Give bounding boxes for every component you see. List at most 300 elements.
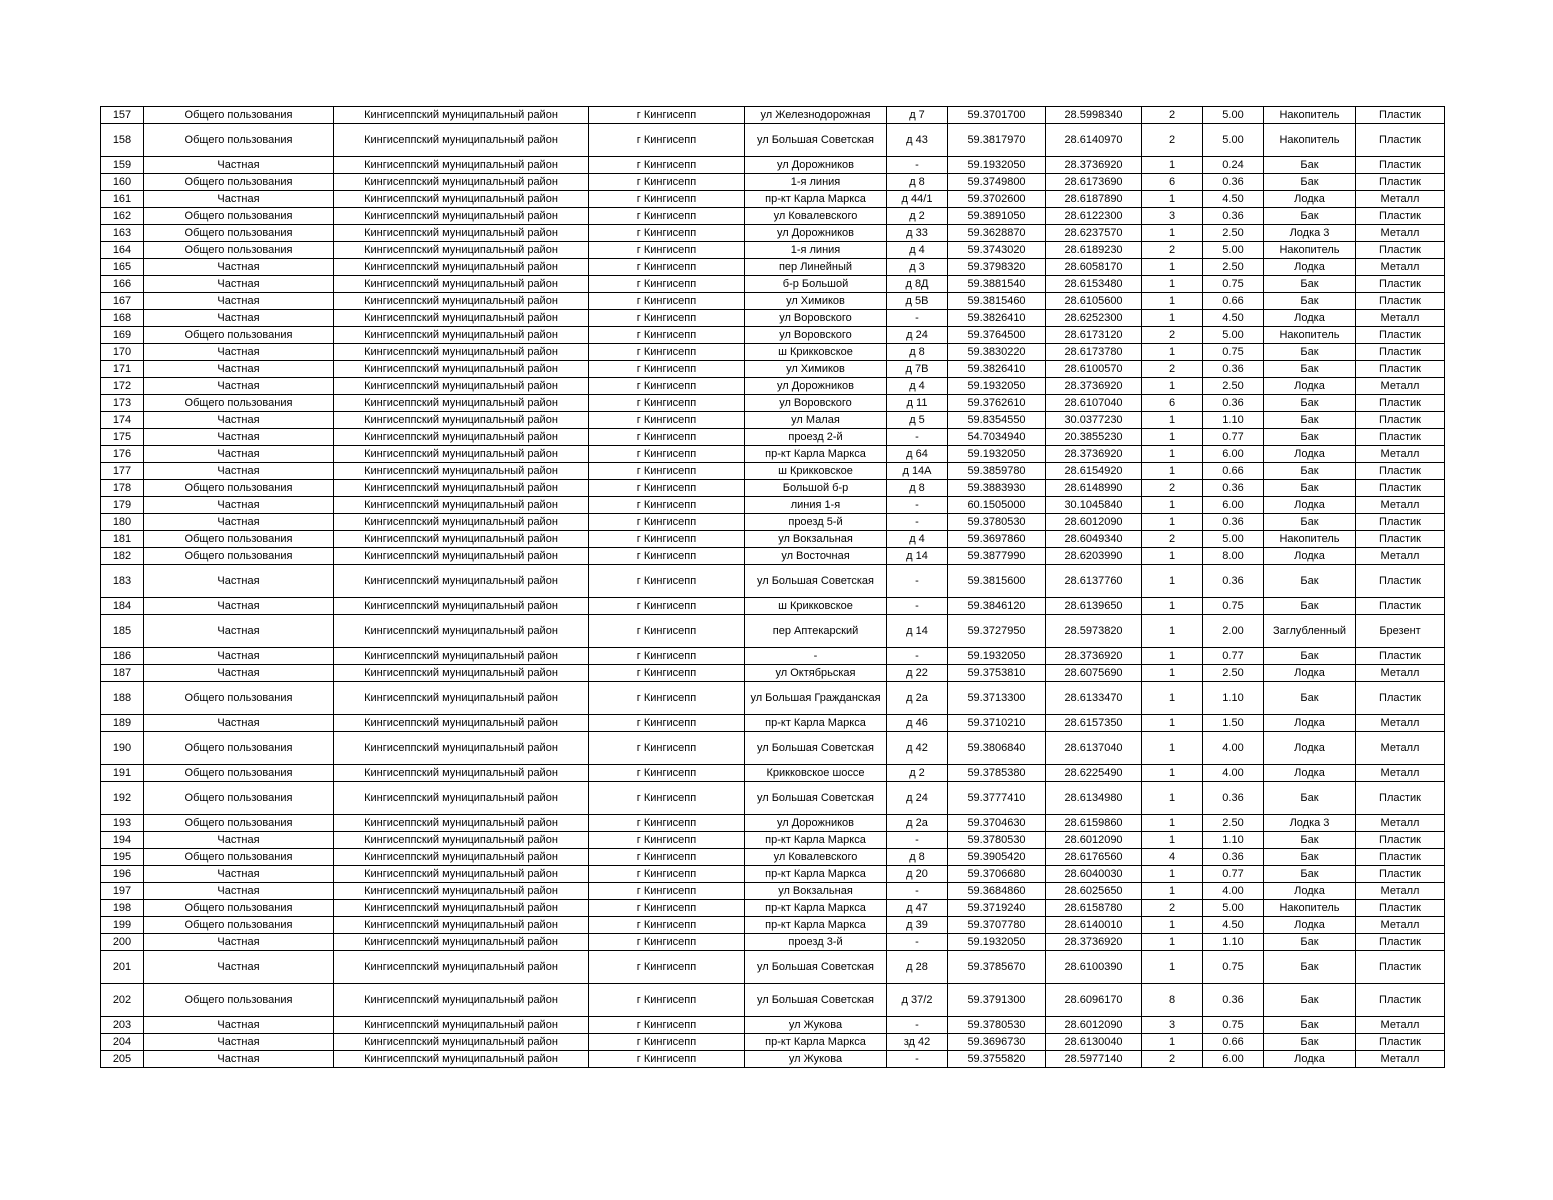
house-cell: -: [887, 310, 948, 327]
container-count-cell: 1: [1142, 463, 1203, 480]
street-cell: ул Дорожников: [745, 225, 887, 242]
longitude-cell: 28.6134980: [1046, 782, 1142, 815]
ownership-type-cell: Частная: [144, 378, 334, 395]
longitude-cell: 28.6225490: [1046, 765, 1142, 782]
material-cell: Металл: [1356, 883, 1445, 900]
container-type-cell: Бак: [1264, 412, 1356, 429]
container-count-cell: 1: [1142, 276, 1203, 293]
volume-cell: 2.00: [1203, 615, 1264, 648]
settlement-cell: г Кингисепп: [589, 866, 745, 883]
district-cell: Кингисеппский муниципальный район: [334, 225, 589, 242]
material-cell: Пластик: [1356, 934, 1445, 951]
row-number-cell: 158: [101, 124, 144, 157]
longitude-cell: 28.6130040: [1046, 1034, 1142, 1051]
district-cell: Кингисеппский муниципальный район: [334, 429, 589, 446]
latitude-cell: 59.3628870: [948, 225, 1046, 242]
row-number-cell: 191: [101, 765, 144, 782]
house-cell: д 46: [887, 715, 948, 732]
street-cell: ул Воровского: [745, 327, 887, 344]
ownership-type-cell: Частная: [144, 310, 334, 327]
street-cell: ул Дорожников: [745, 378, 887, 395]
longitude-cell: 28.6157350: [1046, 715, 1142, 732]
volume-cell: 0.66: [1203, 1034, 1264, 1051]
ownership-type-cell: Общего пользования: [144, 327, 334, 344]
volume-cell: 4.00: [1203, 883, 1264, 900]
district-cell: Кингисеппский муниципальный район: [334, 665, 589, 682]
row-number-cell: 159: [101, 157, 144, 174]
district-cell: Кингисеппский муниципальный район: [334, 951, 589, 984]
district-cell: Кингисеппский муниципальный район: [334, 782, 589, 815]
district-cell: Кингисеппский муниципальный район: [334, 615, 589, 648]
street-cell: ул Дорожников: [745, 157, 887, 174]
house-cell: д 33: [887, 225, 948, 242]
container-type-cell: Накопитель: [1264, 242, 1356, 259]
settlement-cell: г Кингисепп: [589, 815, 745, 832]
container-count-cell: 4: [1142, 849, 1203, 866]
longitude-cell: 28.6153480: [1046, 276, 1142, 293]
ownership-type-cell: Частная: [144, 157, 334, 174]
settlement-cell: г Кингисепп: [589, 598, 745, 615]
ownership-type-cell: Частная: [144, 497, 334, 514]
house-cell: д 7В: [887, 361, 948, 378]
volume-cell: 8.00: [1203, 548, 1264, 565]
container-type-cell: Бак: [1264, 157, 1356, 174]
table-row: [101, 832, 1445, 849]
house-cell: д 8: [887, 344, 948, 361]
district-cell: Кингисеппский муниципальный район: [334, 480, 589, 497]
district-cell: Кингисеппский муниципальный район: [334, 648, 589, 665]
ownership-type-cell: Общего пользования: [144, 107, 334, 124]
volume-cell: 0.36: [1203, 514, 1264, 531]
street-cell: ул Ковалевского: [745, 849, 887, 866]
house-cell: д 44/1: [887, 191, 948, 208]
latitude-cell: 59.1932050: [948, 446, 1046, 463]
longitude-cell: 28.6173690: [1046, 174, 1142, 191]
table-row: [101, 548, 1445, 565]
settlement-cell: г Кингисепп: [589, 1017, 745, 1034]
row-number-cell: 174: [101, 412, 144, 429]
settlement-cell: г Кингисепп: [589, 665, 745, 682]
row-number-cell: 186: [101, 648, 144, 665]
street-cell: ул Большая Советская: [745, 124, 887, 157]
container-count-cell: 1: [1142, 951, 1203, 984]
latitude-cell: 59.3704630: [948, 815, 1046, 832]
street-cell: б-р Большой: [745, 276, 887, 293]
material-cell: Пластик: [1356, 598, 1445, 615]
material-cell: Брезент: [1356, 615, 1445, 648]
latitude-cell: 59.3710210: [948, 715, 1046, 732]
container-count-cell: 3: [1142, 208, 1203, 225]
ownership-type-cell: Частная: [144, 463, 334, 480]
table-row: [101, 412, 1445, 429]
ownership-type-cell: Общего пользования: [144, 480, 334, 497]
ownership-type-cell: Общего пользования: [144, 917, 334, 934]
row-number-cell: 184: [101, 598, 144, 615]
street-cell: ул Восточная: [745, 548, 887, 565]
house-cell: д 47: [887, 900, 948, 917]
house-cell: -: [887, 157, 948, 174]
ownership-type-cell: Частная: [144, 866, 334, 883]
longitude-cell: 28.6096170: [1046, 984, 1142, 1017]
volume-cell: 0.66: [1203, 293, 1264, 310]
volume-cell: 1.10: [1203, 934, 1264, 951]
ownership-type-cell: Общего пользования: [144, 782, 334, 815]
table-row: [101, 310, 1445, 327]
house-cell: зд 42: [887, 1034, 948, 1051]
settlement-cell: г Кингисепп: [589, 883, 745, 900]
container-count-cell: 1: [1142, 191, 1203, 208]
settlement-cell: г Кингисепп: [589, 514, 745, 531]
table-row: [101, 1017, 1445, 1034]
longitude-cell: 28.3736920: [1046, 446, 1142, 463]
house-cell: д 39: [887, 917, 948, 934]
volume-cell: 0.75: [1203, 951, 1264, 984]
row-number-cell: 180: [101, 514, 144, 531]
container-type-cell: Накопитель: [1264, 107, 1356, 124]
table-row: [101, 883, 1445, 900]
row-number-cell: 173: [101, 395, 144, 412]
material-cell: Пластик: [1356, 1034, 1445, 1051]
house-cell: -: [887, 1017, 948, 1034]
street-cell: ул Вокзальная: [745, 883, 887, 900]
street-cell: пр-кт Карла Маркса: [745, 866, 887, 883]
house-cell: д 2: [887, 208, 948, 225]
table-row: [101, 276, 1445, 293]
container-count-cell: 2: [1142, 361, 1203, 378]
container-type-cell: Бак: [1264, 565, 1356, 598]
street-cell: пр-кт Карла Маркса: [745, 832, 887, 849]
volume-cell: 0.75: [1203, 1017, 1264, 1034]
house-cell: д 11: [887, 395, 948, 412]
settlement-cell: г Кингисепп: [589, 951, 745, 984]
ownership-type-cell: Частная: [144, 665, 334, 682]
longitude-cell: 28.3736920: [1046, 378, 1142, 395]
table-body: [101, 107, 1445, 1068]
container-type-cell: Лодка: [1264, 665, 1356, 682]
longitude-cell: 28.6237570: [1046, 225, 1142, 242]
district-cell: Кингисеппский муниципальный район: [334, 242, 589, 259]
container-count-cell: 1: [1142, 293, 1203, 310]
material-cell: Пластик: [1356, 344, 1445, 361]
row-number-cell: 172: [101, 378, 144, 395]
house-cell: д 42: [887, 732, 948, 765]
street-cell: ш Крикковское: [745, 463, 887, 480]
material-cell: Пластик: [1356, 682, 1445, 715]
house-cell: д 3: [887, 259, 948, 276]
container-type-cell: Бак: [1264, 463, 1356, 480]
row-number-cell: 171: [101, 361, 144, 378]
row-number-cell: 203: [101, 1017, 144, 1034]
house-cell: -: [887, 429, 948, 446]
ownership-type-cell: Общего пользования: [144, 242, 334, 259]
longitude-cell: 28.6173120: [1046, 327, 1142, 344]
district-cell: Кингисеппский муниципальный район: [334, 1017, 589, 1034]
latitude-cell: 59.3780530: [948, 832, 1046, 849]
container-type-cell: Бак: [1264, 951, 1356, 984]
street-cell: ул Воровского: [745, 395, 887, 412]
district-cell: Кингисеппский муниципальный район: [334, 934, 589, 951]
material-cell: Пластик: [1356, 361, 1445, 378]
volume-cell: 0.36: [1203, 565, 1264, 598]
longitude-cell: 28.6159860: [1046, 815, 1142, 832]
settlement-cell: г Кингисепп: [589, 934, 745, 951]
volume-cell: 2.50: [1203, 378, 1264, 395]
material-cell: Металл: [1356, 548, 1445, 565]
settlement-cell: г Кингисепп: [589, 732, 745, 765]
house-cell: д 7: [887, 107, 948, 124]
latitude-cell: 59.3905420: [948, 849, 1046, 866]
latitude-cell: 59.1932050: [948, 378, 1046, 395]
district-cell: Кингисеппский муниципальный район: [334, 866, 589, 883]
container-type-cell: Лодка: [1264, 548, 1356, 565]
table-row: [101, 157, 1445, 174]
volume-cell: 4.50: [1203, 310, 1264, 327]
longitude-cell: 28.6203990: [1046, 548, 1142, 565]
ownership-type-cell: Частная: [144, 951, 334, 984]
ownership-type-cell: Общего пользования: [144, 174, 334, 191]
district-cell: Кингисеппский муниципальный район: [334, 191, 589, 208]
street-cell: проезд 3-й: [745, 934, 887, 951]
longitude-cell: 28.6154920: [1046, 463, 1142, 480]
volume-cell: 0.75: [1203, 598, 1264, 615]
street-cell: Крикковское шоссе: [745, 765, 887, 782]
ownership-type-cell: Частная: [144, 514, 334, 531]
house-cell: -: [887, 832, 948, 849]
latitude-cell: 59.1932050: [948, 157, 1046, 174]
table-row: [101, 242, 1445, 259]
street-cell: ул Химиков: [745, 293, 887, 310]
house-cell: д 8: [887, 849, 948, 866]
material-cell: Металл: [1356, 715, 1445, 732]
row-number-cell: 199: [101, 917, 144, 934]
longitude-cell: 28.6173780: [1046, 344, 1142, 361]
house-cell: д 4: [887, 378, 948, 395]
ownership-type-cell: Частная: [144, 832, 334, 849]
row-number-cell: 168: [101, 310, 144, 327]
latitude-cell: 59.3806840: [948, 732, 1046, 765]
container-type-cell: Лодка: [1264, 259, 1356, 276]
container-type-cell: Бак: [1264, 648, 1356, 665]
street-cell: ш Крикковское: [745, 598, 887, 615]
latitude-cell: 59.3826410: [948, 310, 1046, 327]
container-type-cell: Бак: [1264, 208, 1356, 225]
house-cell: д 14: [887, 548, 948, 565]
longitude-cell: 28.6075690: [1046, 665, 1142, 682]
volume-cell: 0.66: [1203, 463, 1264, 480]
row-number-cell: 179: [101, 497, 144, 514]
ownership-type-cell: Общего пользования: [144, 682, 334, 715]
district-cell: Кингисеппский муниципальный район: [334, 984, 589, 1017]
volume-cell: 4.50: [1203, 917, 1264, 934]
street-cell: ул Жукова: [745, 1051, 887, 1068]
district-cell: Кингисеппский муниципальный район: [334, 682, 589, 715]
latitude-cell: 59.3785380: [948, 765, 1046, 782]
district-cell: Кингисеппский муниципальный район: [334, 531, 589, 548]
ownership-type-cell: Частная: [144, 412, 334, 429]
street-cell: пр-кт Карла Маркса: [745, 900, 887, 917]
container-type-cell: Бак: [1264, 598, 1356, 615]
material-cell: Пластик: [1356, 327, 1445, 344]
settlement-cell: г Кингисепп: [589, 276, 745, 293]
container-count-cell: 6: [1142, 174, 1203, 191]
table-row: [101, 497, 1445, 514]
district-cell: Кингисеппский муниципальный район: [334, 395, 589, 412]
table-row: [101, 984, 1445, 1017]
house-cell: -: [887, 648, 948, 665]
ownership-type-cell: Общего пользования: [144, 815, 334, 832]
house-cell: -: [887, 934, 948, 951]
district-cell: Кингисеппский муниципальный район: [334, 598, 589, 615]
volume-cell: 6.00: [1203, 446, 1264, 463]
street-cell: проезд 5-й: [745, 514, 887, 531]
volume-cell: 5.00: [1203, 107, 1264, 124]
longitude-cell: 28.6012090: [1046, 1017, 1142, 1034]
row-number-cell: 165: [101, 259, 144, 276]
row-number-cell: 157: [101, 107, 144, 124]
district-cell: Кингисеппский муниципальный район: [334, 157, 589, 174]
container-count-cell: 8: [1142, 984, 1203, 1017]
house-cell: д 2а: [887, 682, 948, 715]
table-row: [101, 174, 1445, 191]
latitude-cell: 59.3817970: [948, 124, 1046, 157]
settlement-cell: г Кингисепп: [589, 782, 745, 815]
material-cell: Пластик: [1356, 463, 1445, 480]
table-row: [101, 866, 1445, 883]
house-cell: -: [887, 1051, 948, 1068]
settlement-cell: г Кингисепп: [589, 497, 745, 514]
street-cell: ул Большая Гражданская: [745, 682, 887, 715]
material-cell: Металл: [1356, 191, 1445, 208]
district-cell: Кингисеппский муниципальный район: [334, 565, 589, 598]
material-cell: Пластик: [1356, 951, 1445, 984]
settlement-cell: г Кингисепп: [589, 900, 745, 917]
row-number-cell: 181: [101, 531, 144, 548]
table-row: [101, 293, 1445, 310]
longitude-cell: 28.6158780: [1046, 900, 1142, 917]
house-cell: -: [887, 514, 948, 531]
container-type-cell: Бак: [1264, 429, 1356, 446]
settlement-cell: г Кингисепп: [589, 565, 745, 598]
ownership-type-cell: Частная: [144, 565, 334, 598]
district-cell: Кингисеппский муниципальный район: [334, 849, 589, 866]
table-row: [101, 782, 1445, 815]
latitude-cell: 59.3777410: [948, 782, 1046, 815]
settlement-cell: г Кингисепп: [589, 531, 745, 548]
container-count-cell: 2: [1142, 327, 1203, 344]
table-row: [101, 715, 1445, 732]
district-cell: Кингисеппский муниципальный район: [334, 715, 589, 732]
container-type-cell: Бак: [1264, 866, 1356, 883]
settlement-cell: г Кингисепп: [589, 124, 745, 157]
row-number-cell: 169: [101, 327, 144, 344]
ownership-type-cell: Частная: [144, 276, 334, 293]
settlement-cell: г Кингисепп: [589, 174, 745, 191]
volume-cell: 6.00: [1203, 497, 1264, 514]
container-type-cell: Бак: [1264, 344, 1356, 361]
row-number-cell: 187: [101, 665, 144, 682]
material-cell: Металл: [1356, 378, 1445, 395]
material-cell: Пластик: [1356, 293, 1445, 310]
latitude-cell: 59.3826410: [948, 361, 1046, 378]
table-row: [101, 1034, 1445, 1051]
latitude-cell: 59.3846120: [948, 598, 1046, 615]
street-cell: ул Малая: [745, 412, 887, 429]
row-number-cell: 193: [101, 815, 144, 832]
container-count-cell: 1: [1142, 1034, 1203, 1051]
container-type-cell: Лодка: [1264, 917, 1356, 934]
container-type-cell: Лодка: [1264, 191, 1356, 208]
street-cell: ул Железнодорожная: [745, 107, 887, 124]
volume-cell: 0.36: [1203, 395, 1264, 412]
ownership-type-cell: Частная: [144, 598, 334, 615]
row-number-cell: 194: [101, 832, 144, 849]
settlement-cell: г Кингисепп: [589, 765, 745, 782]
street-cell: пр-кт Карла Маркса: [745, 191, 887, 208]
container-count-cell: 2: [1142, 107, 1203, 124]
longitude-cell: 28.6100570: [1046, 361, 1142, 378]
ownership-type-cell: Общего пользования: [144, 531, 334, 548]
container-count-cell: 1: [1142, 682, 1203, 715]
volume-cell: 0.77: [1203, 866, 1264, 883]
material-cell: Металл: [1356, 1051, 1445, 1068]
volume-cell: 1.10: [1203, 682, 1264, 715]
street-cell: ул Большая Советская: [745, 565, 887, 598]
table-row: [101, 344, 1445, 361]
material-cell: Пластик: [1356, 531, 1445, 548]
latitude-cell: 59.3697860: [948, 531, 1046, 548]
row-number-cell: 176: [101, 446, 144, 463]
longitude-cell: 28.6122300: [1046, 208, 1142, 225]
latitude-cell: 54.7034940: [948, 429, 1046, 446]
longitude-cell: 28.6040030: [1046, 866, 1142, 883]
district-cell: Кингисеппский муниципальный район: [334, 497, 589, 514]
settlement-cell: г Кингисепп: [589, 412, 745, 429]
container-type-cell: Бак: [1264, 782, 1356, 815]
settlement-cell: г Кингисепп: [589, 480, 745, 497]
volume-cell: 5.00: [1203, 124, 1264, 157]
material-cell: Пластик: [1356, 900, 1445, 917]
container-type-cell: Накопитель: [1264, 124, 1356, 157]
material-cell: Пластик: [1356, 107, 1445, 124]
table-row: [101, 191, 1445, 208]
settlement-cell: г Кингисепп: [589, 361, 745, 378]
row-number-cell: 197: [101, 883, 144, 900]
ownership-type-cell: Частная: [144, 1051, 334, 1068]
latitude-cell: 59.3707780: [948, 917, 1046, 934]
container-type-cell: Бак: [1264, 276, 1356, 293]
settlement-cell: г Кингисепп: [589, 682, 745, 715]
longitude-cell: 28.6012090: [1046, 514, 1142, 531]
container-type-cell: Лодка: [1264, 497, 1356, 514]
ownership-type-cell: Частная: [144, 648, 334, 665]
ownership-type-cell: Частная: [144, 259, 334, 276]
container-count-cell: 3: [1142, 1017, 1203, 1034]
row-number-cell: 162: [101, 208, 144, 225]
latitude-cell: 59.1932050: [948, 934, 1046, 951]
container-count-cell: 1: [1142, 665, 1203, 682]
container-count-cell: 2: [1142, 124, 1203, 157]
ownership-type-cell: Общего пользования: [144, 208, 334, 225]
row-number-cell: 178: [101, 480, 144, 497]
street-cell: пр-кт Карла Маркса: [745, 446, 887, 463]
volume-cell: 4.00: [1203, 732, 1264, 765]
latitude-cell: 59.3753810: [948, 665, 1046, 682]
container-type-cell: Лодка: [1264, 715, 1356, 732]
container-count-cell: 2: [1142, 900, 1203, 917]
street-cell: Большой б-р: [745, 480, 887, 497]
district-cell: Кингисеппский муниципальный район: [334, 344, 589, 361]
material-cell: Пластик: [1356, 832, 1445, 849]
